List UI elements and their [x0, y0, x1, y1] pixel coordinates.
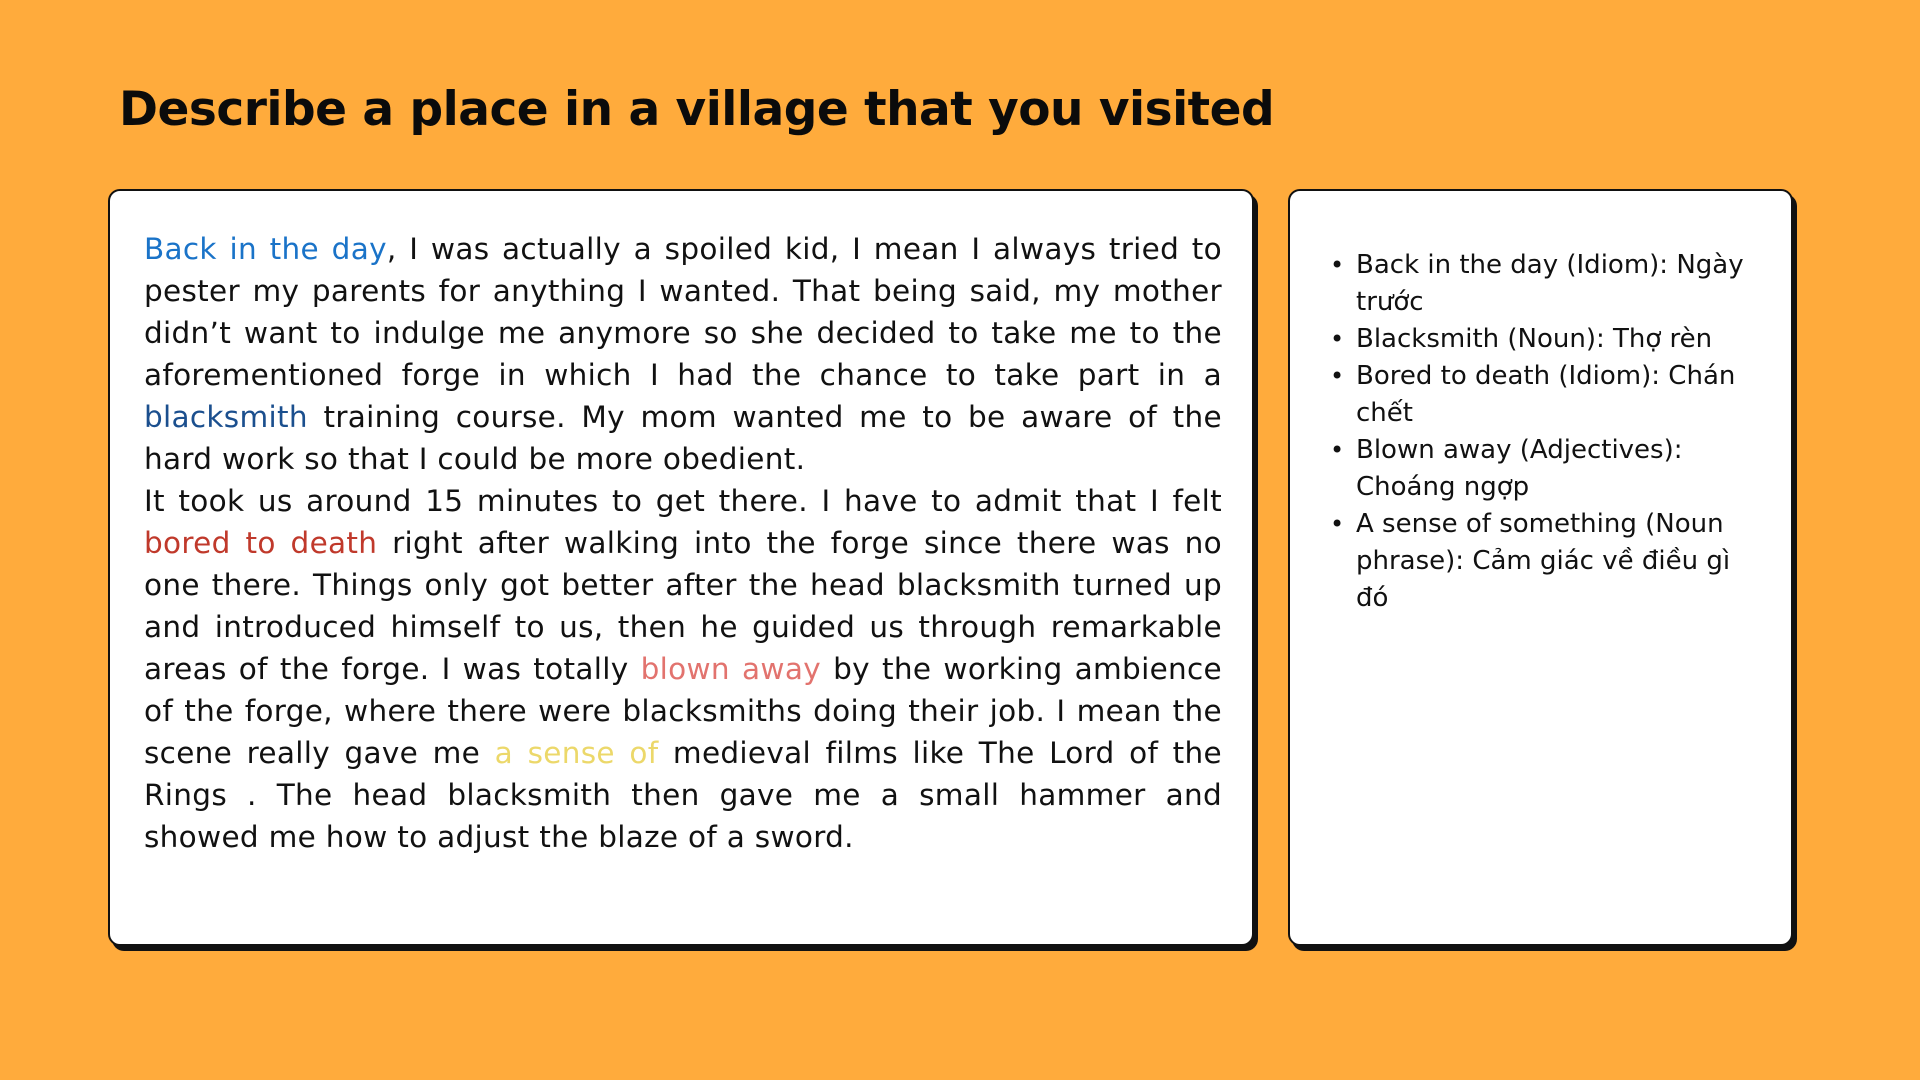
page-title: Describe a place in a village that you visited: [119, 82, 1275, 137]
bullet-icon: •: [1330, 510, 1345, 538]
vocabulary-item: [1326, 247, 1761, 321]
passage-text-segment: medieval films like The Lord of the Rings . The head blacksmith then gave me a small hammer and showed me how to adjust the blaze of a sword.: [144, 736, 1222, 854]
vocabulary-item-text: Back in the day (Idiom): Ngày trước: [1356, 250, 1744, 317]
bullet-icon: •: [1330, 362, 1345, 390]
passage-text-segment: right after walking into the forge since there was no one there. Things only got better after the head blacksmith turned up and introduced himself to us, then he guided us through remarkable areas of the forge. I was totally: [144, 526, 1222, 686]
passage-text-segment: by the working ambience of the forge, where there were blacksmiths doing their job. I mean the scene really gave me: [144, 652, 1222, 770]
bullet-icon: •: [1330, 325, 1345, 353]
highlight-blacksmith: blacksmith: [144, 400, 308, 434]
passage-text-segment: It took us around 15 minutes to get there. I have to admit that I felt: [144, 484, 1222, 518]
passage-text-segment: , I was actually a spoiled kid, I mean I always tried to pester my parents for anything I wanted. That being said, my mother didn’t want to indulge me anymore so she decided to take me to the aforementioned forge in which I had the chance to take part in a: [144, 232, 1222, 392]
vocabulary-item-text: A sense of something (Noun phrase): Cảm giác về điều gì đó: [1356, 509, 1731, 613]
bullet-icon: •: [1330, 436, 1345, 464]
vocabulary-item-text: Blacksmith (Noun): Thợ rèn: [1356, 324, 1713, 354]
passage-card: [108, 189, 1254, 946]
vocabulary-item: [1326, 432, 1761, 506]
highlight-bored-to-death: bored to death: [144, 526, 378, 560]
vocabulary-card: [1288, 189, 1793, 946]
highlight-blown-away: blown away: [640, 652, 821, 686]
vocabulary-item-text: Blown away (Adjectives): Choáng ngợp: [1356, 435, 1683, 502]
vocabulary-item: [1326, 321, 1761, 358]
vocabulary-item-text: Bored to death (Idiom): Chán chết: [1356, 361, 1736, 428]
highlight-back-in-the-day: Back in the day: [144, 232, 387, 266]
vocabulary-item: [1326, 358, 1761, 432]
passage-paragraph-2: [144, 480, 1222, 858]
bullet-icon: •: [1330, 251, 1345, 279]
passage-paragraph-1: [144, 228, 1222, 480]
passage-text: [144, 228, 1222, 858]
passage-text-segment: training course. My mom wanted me to be aware of the hard work so that I could be more obedient.: [144, 400, 1222, 476]
highlight-a-sense-of: a sense of: [494, 736, 659, 770]
vocabulary-item: [1326, 506, 1761, 617]
vocabulary-list: [1326, 247, 1761, 617]
